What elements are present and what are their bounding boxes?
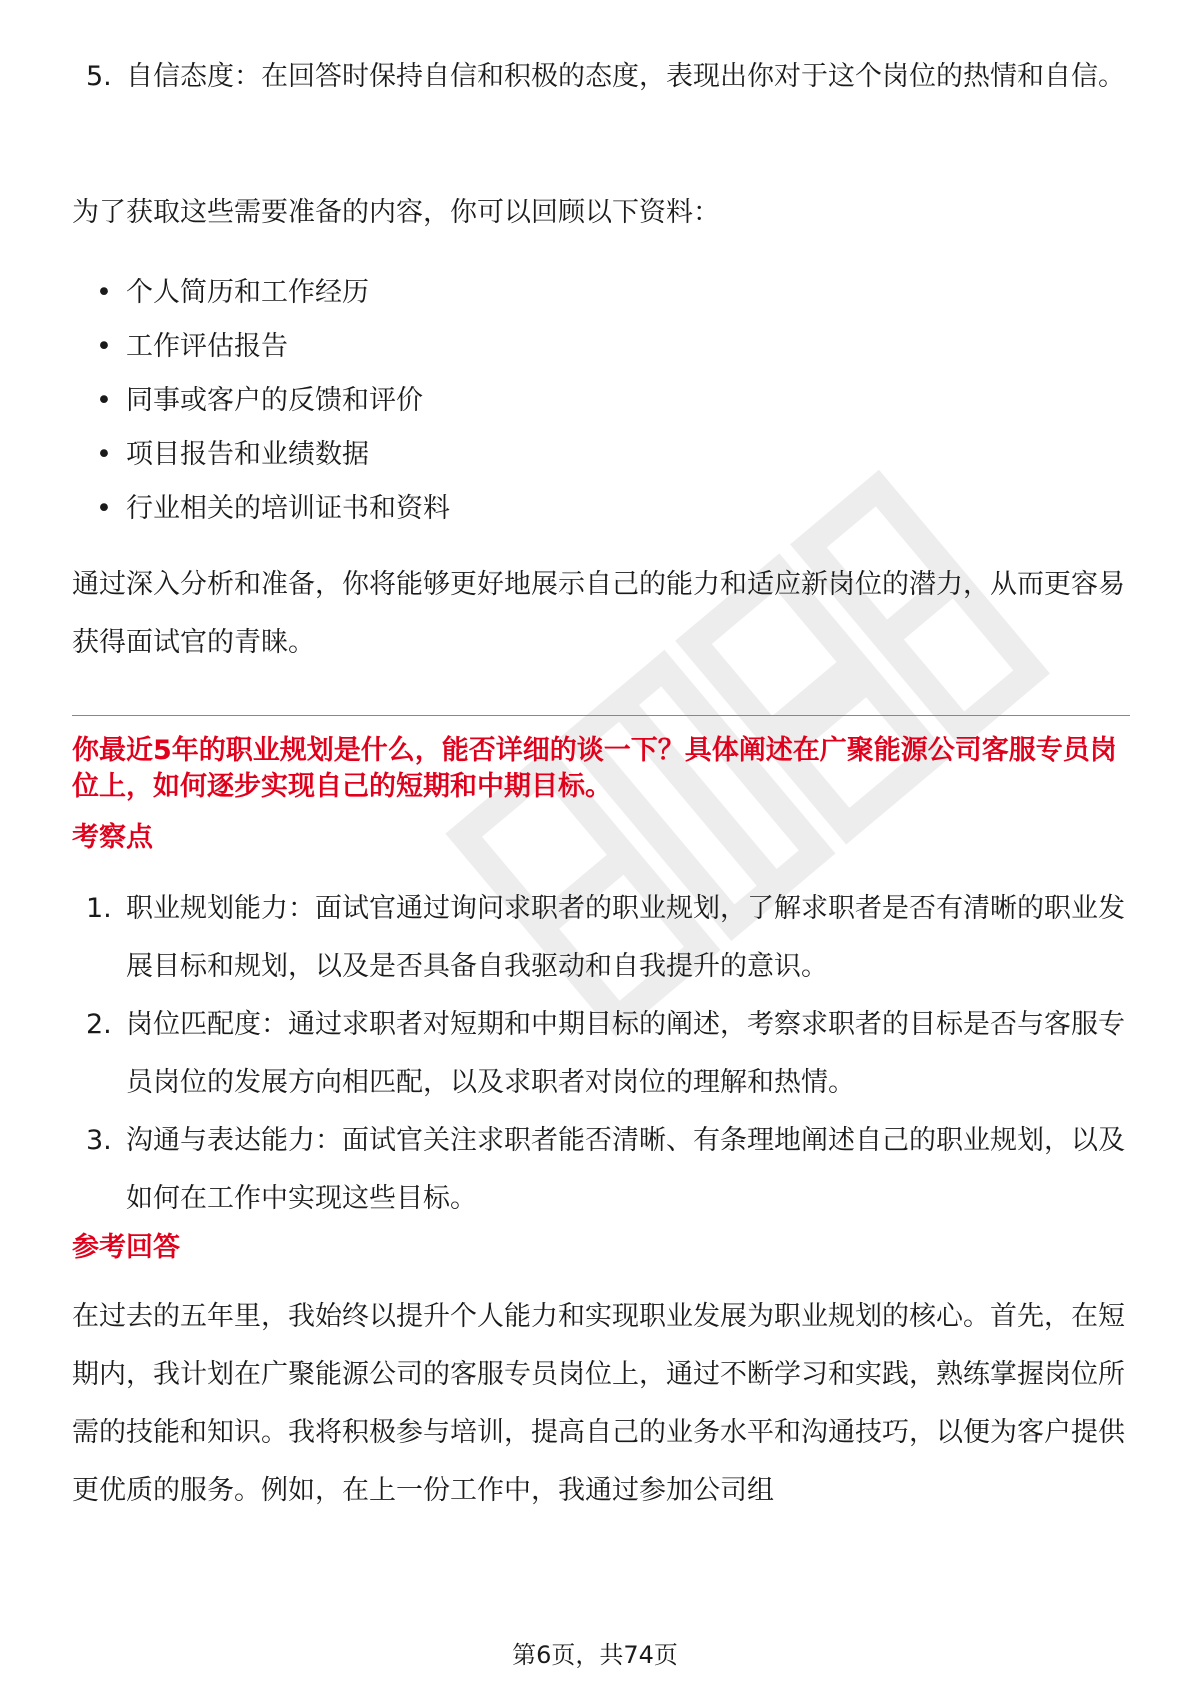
list-item [72,318,1130,372]
bullet-icon: • [96,277,112,308]
intro-paragraph: 为了获取这些需要准备的内容，你可以回顾以下资料： [72,197,720,228]
list-text: 职业规划能力：面试官通过询问求职者的职业规划，了解求职者是否有清晰的职业发展目标和规划，以及是否具备自我驱动和自我提升的意识。 [126,893,1125,982]
list-number: 2. [86,1009,112,1040]
question-heading: 你最近5年的职业规划是什么，能否详细的谈一下？具体阐述在广聚能源公司客服专员岗位上，如何逐步实现自己的短期和中期目标。 [72,735,1117,802]
list-item [72,880,1130,996]
bullet-icon: • [96,493,112,524]
list-text: 自信态度：在回答时保持自信和积极的态度，表现出你对于这个岗位的热情和自信。 [126,61,1125,92]
list-number: 1. [86,893,112,924]
list-item [72,372,1130,426]
bullet-icon: • [96,331,112,362]
materials-list [72,264,1130,534]
list-text: 同事或客户的反馈和评价 [126,385,423,416]
answer-paragraph: 在过去的五年里，我始终以提升个人能力和实现职业发展为职业规划的核心。首先，在短期内，我计划在广聚能源公司的客服专员岗位上，通过不断学习和实践，熟练掌握岗位所需的技能和知识。我将积极参与培训，提高自己的业务水平和沟通技巧，以便为客户提供更优质的服务。例如，在上一份工作中，我通过参加公司组 [72,1301,1125,1506]
list-item [72,1112,1130,1228]
page-footer: 第6页，共74页 [512,1641,678,1669]
list-item [72,996,1130,1112]
list-item [72,480,1130,534]
list-text: 行业相关的培训证书和资料 [126,493,450,524]
list-number: 3. [86,1125,112,1156]
list-item [72,264,1130,318]
list-number: 5. [86,61,112,92]
bullet-icon: • [96,385,112,416]
list-text: 工作评估报告 [126,331,288,362]
answer-heading: 参考回答 [72,1232,180,1263]
list-item [72,48,1130,106]
points-heading: 考察点 [72,822,153,853]
list-text: 岗位匹配度：通过求职者对短期和中期目标的阐述，考察求职者的目标是否与客服专员岗位的发展方向相匹配，以及求职者对岗位的理解和热情。 [126,1009,1125,1098]
list-text: 沟通与表达能力：面试官关注求职者能否清晰、有条理地阐述自己的职业规划，以及如何在工作中实现这些目标。 [126,1125,1125,1214]
points-list [72,880,1130,1228]
list-text: 个人简历和工作经历 [126,277,369,308]
conclusion-paragraph: 通过深入分析和准备，你将能够更好地展示自己的能力和适应新岗位的潜力，从而更容易获得面试官的青睐。 [72,569,1125,658]
bullet-icon: • [96,439,112,470]
list-item [72,426,1130,480]
section-divider [72,715,1130,716]
list-text: 项目报告和业绩数据 [126,439,369,470]
